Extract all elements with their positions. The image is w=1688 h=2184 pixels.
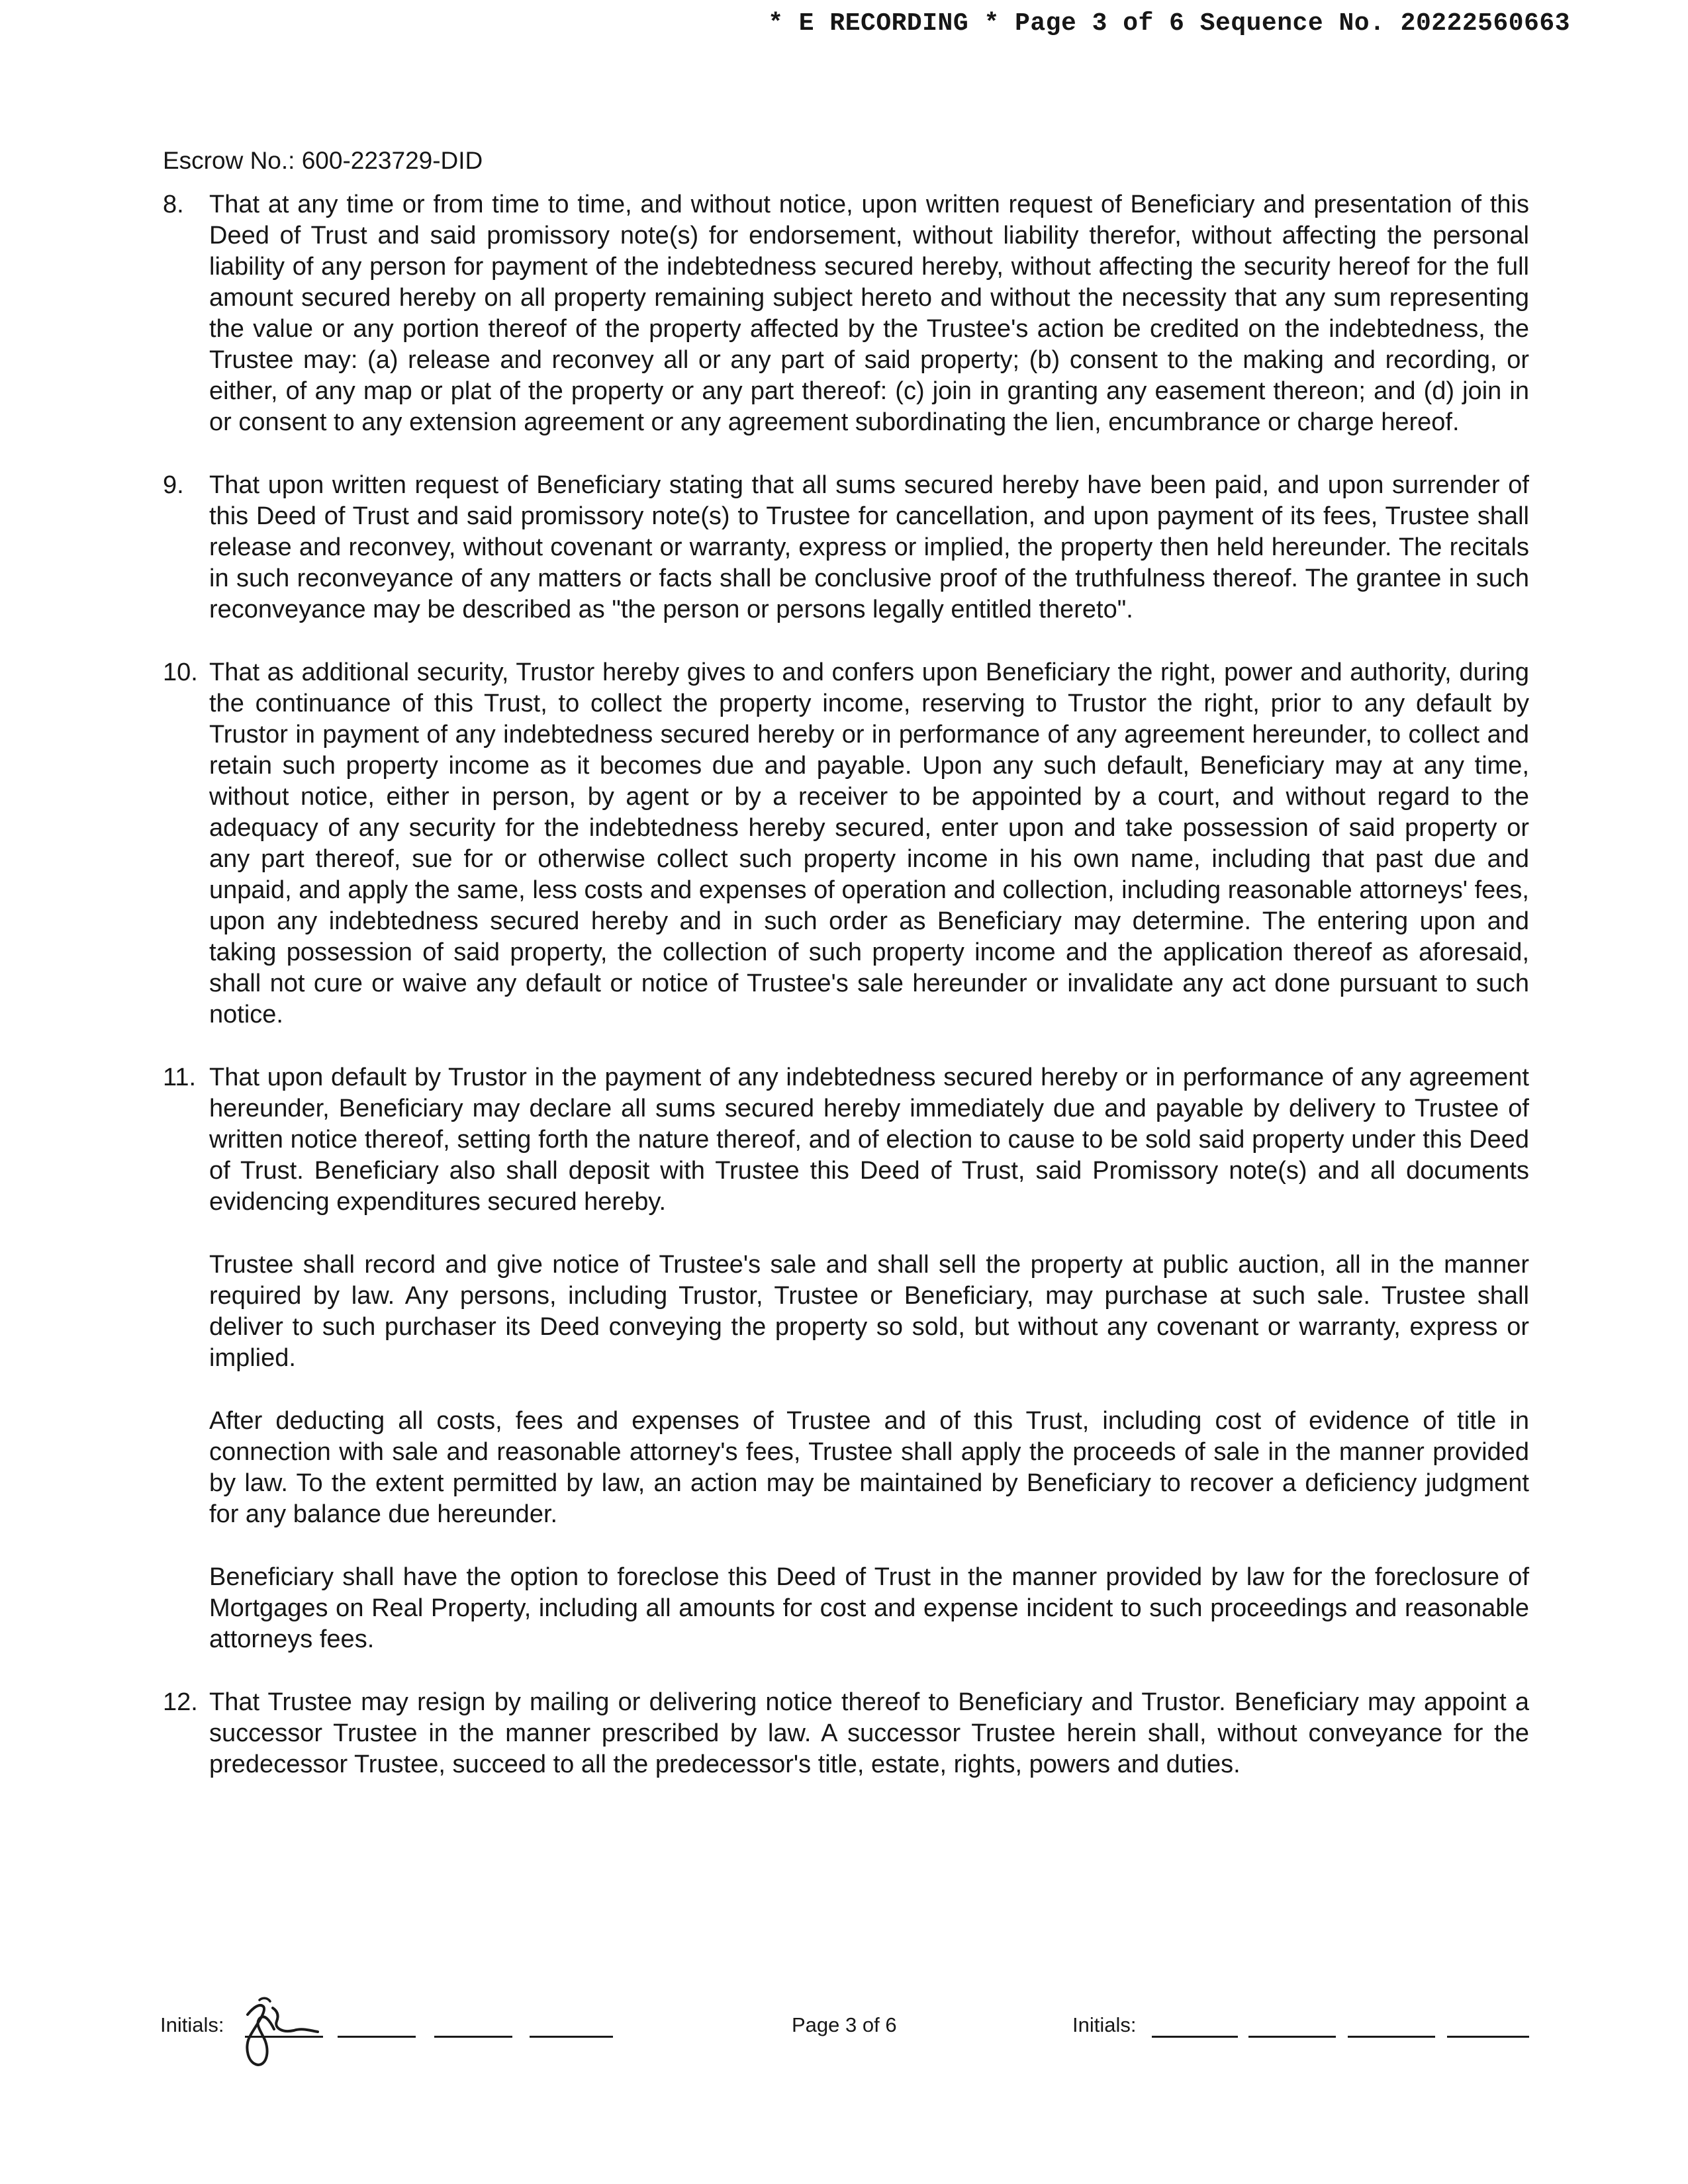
clause-paragraph: Trustee shall record and give notice of Trustee's sale and shall sell the property at public auction, all in the manner required by law. Any persons, including Trustor, Trustee or Beneficiary, may purchase at such sale. Trustee shall deliver to such purchaser its Deed conveying the property so sold, but without any covenant or warranty, express or implied.: [209, 1251, 1529, 1372]
page-footer: [0, 2000, 1688, 2079]
clause-content: [209, 1687, 1529, 1780]
clause-8: [163, 189, 1529, 438]
clause-number: 12.: [163, 1688, 198, 1716]
recording-stamp: * E RECORDING * Page 3 of 6 Sequence No. 20222560663: [768, 9, 1570, 38]
clause-paragraph: That Trustee may resign by mailing or delivering notice thereof to Beneficiary and Trustor. Beneficiary may appoint a successor Trustee in the manner prescribed by law. A successor Trustee herein shall, without conveyance for the predecessor Trustee, succeed to all the predecessor's title, estate, rights, powers and duties.: [209, 1688, 1529, 1778]
escrow-label: Escrow No.:: [163, 147, 295, 174]
clause-content: [209, 470, 1529, 625]
clause-content: [209, 657, 1529, 1030]
document-body: [163, 189, 1529, 1780]
escrow-number: 600-223729-DID: [301, 147, 483, 174]
clause-content: [209, 189, 1529, 438]
clause-paragraph: That upon written request of Beneficiary stating that all sums secured hereby have been paid, and upon surrender of this Deed of Trust and said promissory note(s) to Trustee for cancellation, and upon payment of its fees, Trustee shall release and reconvey, without covenant or warranty, express or implied, the property then held hereunder. The recitals in such reconveyance of any matters or facts shall be conclusive proof of the truthfulness thereof. The grantee in such reconveyance may be described as "the person or persons legally entitled thereto".: [209, 471, 1529, 623]
initials-left-label: Initials:: [160, 2013, 224, 2036]
initials-blank-4[interactable]: [530, 2036, 613, 2038]
page-indicator: Page 3 of 6: [792, 2013, 897, 2036]
clause-paragraph: That as additional security, Trustor hereby gives to and confers upon Beneficiary the right, power and authority, during the continuance of this Trust, to collect the property income, reserving to Trustor the right, prior to any default by Trustor in payment of any indebtedness secured hereby or in performance of any agreement hereunder, to collect and retain such property income as it becomes due and payable. Upon any such default, Beneficiary may at any time, without notice, either in person, by agent or by a receiver to be appointed by a court, and without regard to the adequacy of any security for the indebtedness hereby secured, enter upon and take possession of said property or any part thereof, sue for or otherwise collect such property income in his own name, including that past due and unpaid, and apply the same, less costs and expenses of operation and collection, including reasonable attorneys' fees, upon any indebtedness secured hereby and in such order as Beneficiary may determine. The entering upon and taking possession of said property, the collection of such property income and the application thereof as aforesaid, shall not cure or waive any default or notice of Trustee's sale hereunder or invalidate any act done pursuant to such notice.: [209, 659, 1529, 1028]
clause-number: 8.: [163, 191, 184, 218]
escrow-line: [163, 146, 483, 176]
initials-blank-2[interactable]: [338, 2036, 416, 2038]
initials-blank-7[interactable]: [1348, 2036, 1435, 2038]
clause-10: [163, 657, 1529, 1030]
clause-paragraph: Beneficiary shall have the option to foreclose this Deed of Trust in the manner provided by law for the foreclosure of Mortgages on Real Property, including all amounts for cost and expense incident to such proceedings and reasonable attorneys fees.: [209, 1563, 1529, 1653]
clause-paragraph: That at any time or from time to time, and without notice, upon written request of Beneficiary and presentation of this Deed of Trust and said promissory note(s) for endorsement, without liability therefor, without affecting the personal liability of any person for payment of the indebtedness secured hereby, without affecting the security hereof for the full amount secured hereby on all property remaining subject hereto and without the necessity that any sum representing the value or any portion thereof of the property affected by the Trustee's action be credited on the indebtedness, the Trustee may: (a) release and reconvey all or any part of said property; (b) consent to the making and recording, or either, of any map or plat of the property or any part thereof: (c) join in granting any easement thereon; and (d) join in or consent to any extension agreement or any agreement subordinating the lien, encumbrance or charge hereof.: [209, 191, 1529, 436]
clause-number: 11.: [163, 1064, 197, 1091]
clause-number: 9.: [163, 471, 184, 499]
clause-9: [163, 470, 1529, 625]
clause-12: [163, 1687, 1529, 1780]
clause-paragraph: After deducting all costs, fees and expenses of Trustee and of this Trust, including cost of evidence of title in connection with sale and reasonable attorney's fees, Trustee shall apply the proceeds of sale in the manner provided by law. To the extent permitted by law, an action may be maintained by Beneficiary to recover a deficiency judgment for any balance due hereunder.: [209, 1407, 1529, 1528]
clause-number: 10.: [163, 659, 198, 686]
initials-blank-1[interactable]: [245, 2036, 323, 2038]
initials-blank-6[interactable]: [1248, 2036, 1336, 2038]
clause-content: [209, 1062, 1529, 1655]
initials-blank-5[interactable]: [1152, 2036, 1238, 2038]
initials-right-label: Initials:: [1072, 2013, 1137, 2036]
handwritten-initials-signature: [233, 1995, 332, 2071]
clause-paragraph: That upon default by Trustor in the payment of any indebtedness secured hereby or in performance of any agreement hereunder, Beneficiary may declare all sums secured hereby immediately due and payable by delivery to Trustee of written notice thereof, setting forth the nature thereof, and of election to cause to be sold said property under this Deed of Trust. Beneficiary also shall deposit with Trustee this Deed of Trust, said Promissory note(s) and all documents evidencing expenditures secured hereby.: [209, 1064, 1529, 1216]
clause-11: [163, 1062, 1529, 1655]
initials-blank-3[interactable]: [434, 2036, 512, 2038]
initials-blank-8[interactable]: [1447, 2036, 1529, 2038]
